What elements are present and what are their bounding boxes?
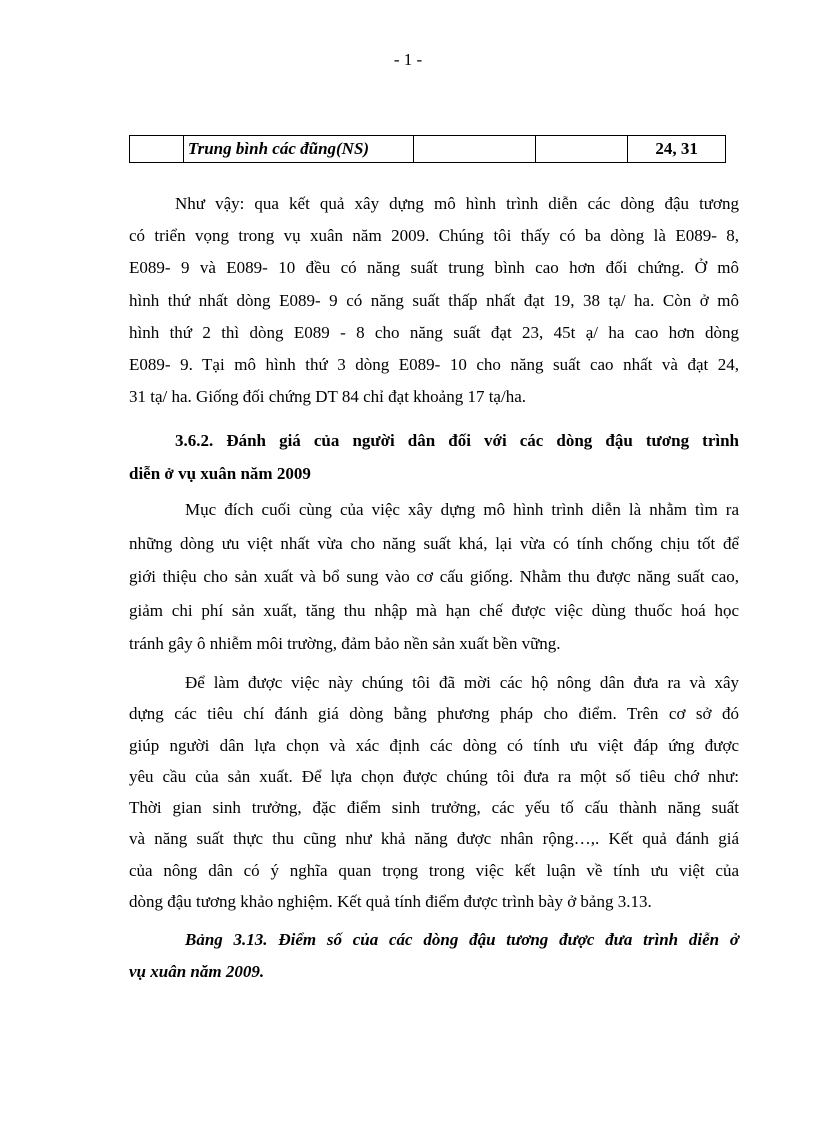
- text-line: và năng suất thực thu cũng như khả năng được nhân rộng…,. Kết quả đánh giá: [129, 829, 739, 849]
- text-line: hình thứ nhất dòng E089- 9 có năng suất thấp nhất đạt 19, 38 tạ/ ha. Còn ở mô: [129, 290, 739, 310]
- table-cell: [536, 136, 628, 163]
- caption-line: Bảng 3.13. Điểm số của các dòng đậu tương được đưa trình diễn ở: [185, 930, 739, 949]
- text-line: Mục đích cuối cùng của việc xây dựng mô hình trình diễn là nhằm tìm ra: [185, 500, 739, 519]
- text-line: E089- 9. Tại mô hình thứ 3 dòng E089- 10 cho năng suất cao nhất và đạt 24,: [129, 355, 739, 375]
- table-cell-average-value: 24, 31: [628, 136, 726, 163]
- text-line: dựng các tiêu chí đánh giá dòng bằng phương pháp cho điểm. Trên cơ sở đó: [129, 704, 739, 724]
- table-cell: [413, 136, 536, 163]
- text-line: 31 tạ/ ha. Giống đối chứng DT 84 chỉ đạt khoảng 17 tạ/ha.: [129, 387, 526, 407]
- text-line: có triển vọng trong vụ xuân năm 2009. Chúng tôi thấy có ba dòng là E089- 8,: [129, 226, 739, 246]
- text-line: yêu cầu của sản xuất. Để lựa chọn được chúng tôi đưa ra một số tiêu chớ như:: [129, 766, 739, 786]
- text-line: những dòng ưu việt nhất vừa cho năng suất khá, lại vừa có tính chống chịu tốt để: [129, 533, 739, 553]
- text-line: giới thiệu cho sản xuất và bổ sung vào cơ cấu giống. Nhằm thu được năng suất cao,: [129, 567, 739, 586]
- table-caption: [129, 924, 739, 988]
- text-line: E089- 9 và E089- 10 đều có năng suất trung bình cao hơn đối chứng. Ở mô: [129, 258, 739, 278]
- text-line: Như vậy: qua kết quả xây dựng mô hình trình diễn các dòng đậu tương: [175, 194, 739, 213]
- text-line: Thời gian sinh trưởng, đặc điểm sinh trưởng, các yếu tố cấu thành năng suất: [129, 798, 739, 818]
- heading-line: 3.6.2. Đánh giá của người dân đối với các dòng đậu tương trình: [175, 431, 739, 450]
- text-line: dòng đậu tương khảo nghiệm. Kết quả tính điểm được trình bày ở bảng 3.13.: [129, 892, 652, 912]
- caption-line: vụ xuân năm 2009.: [129, 962, 265, 981]
- results-paragraph: [129, 188, 739, 413]
- purpose-paragraph: [129, 493, 739, 661]
- heading-line: diễn ở vụ xuân năm 2009: [129, 463, 311, 483]
- text-line: hình thứ 2 thì dòng E089 - 8 cho năng suất đạt 23, 45t ạ/ ha cao hơn dòng: [129, 322, 739, 342]
- table-cell-average-label: Trung bình các đũng(NS): [183, 136, 413, 163]
- text-line: giảm chi phí sản xuất, tăng thu nhập mà hạn chế được việc dùng thuốc hoá học: [129, 600, 739, 620]
- yield-table-fragment: [129, 135, 726, 163]
- page-number: - 1 -: [393, 50, 423, 69]
- method-paragraph: [129, 667, 739, 917]
- text-line: của nông dân có ý nghĩa quan trọng trong việc kết luận về tính ưu việt của: [129, 860, 739, 880]
- text-line: giúp người dân lựa chọn và xác định các dòng có tính ưu việt đáp ứng được: [129, 735, 739, 755]
- section-heading: [129, 425, 739, 490]
- text-line: tránh gây ô nhiễm môi trường, đảm bảo nền sản xuất bền vững.: [129, 634, 561, 653]
- table-cell: [130, 136, 184, 163]
- table-row: [130, 136, 726, 163]
- text-line: Để làm được việc này chúng tôi đã mời các hộ nông dân đưa ra và xây: [185, 673, 739, 692]
